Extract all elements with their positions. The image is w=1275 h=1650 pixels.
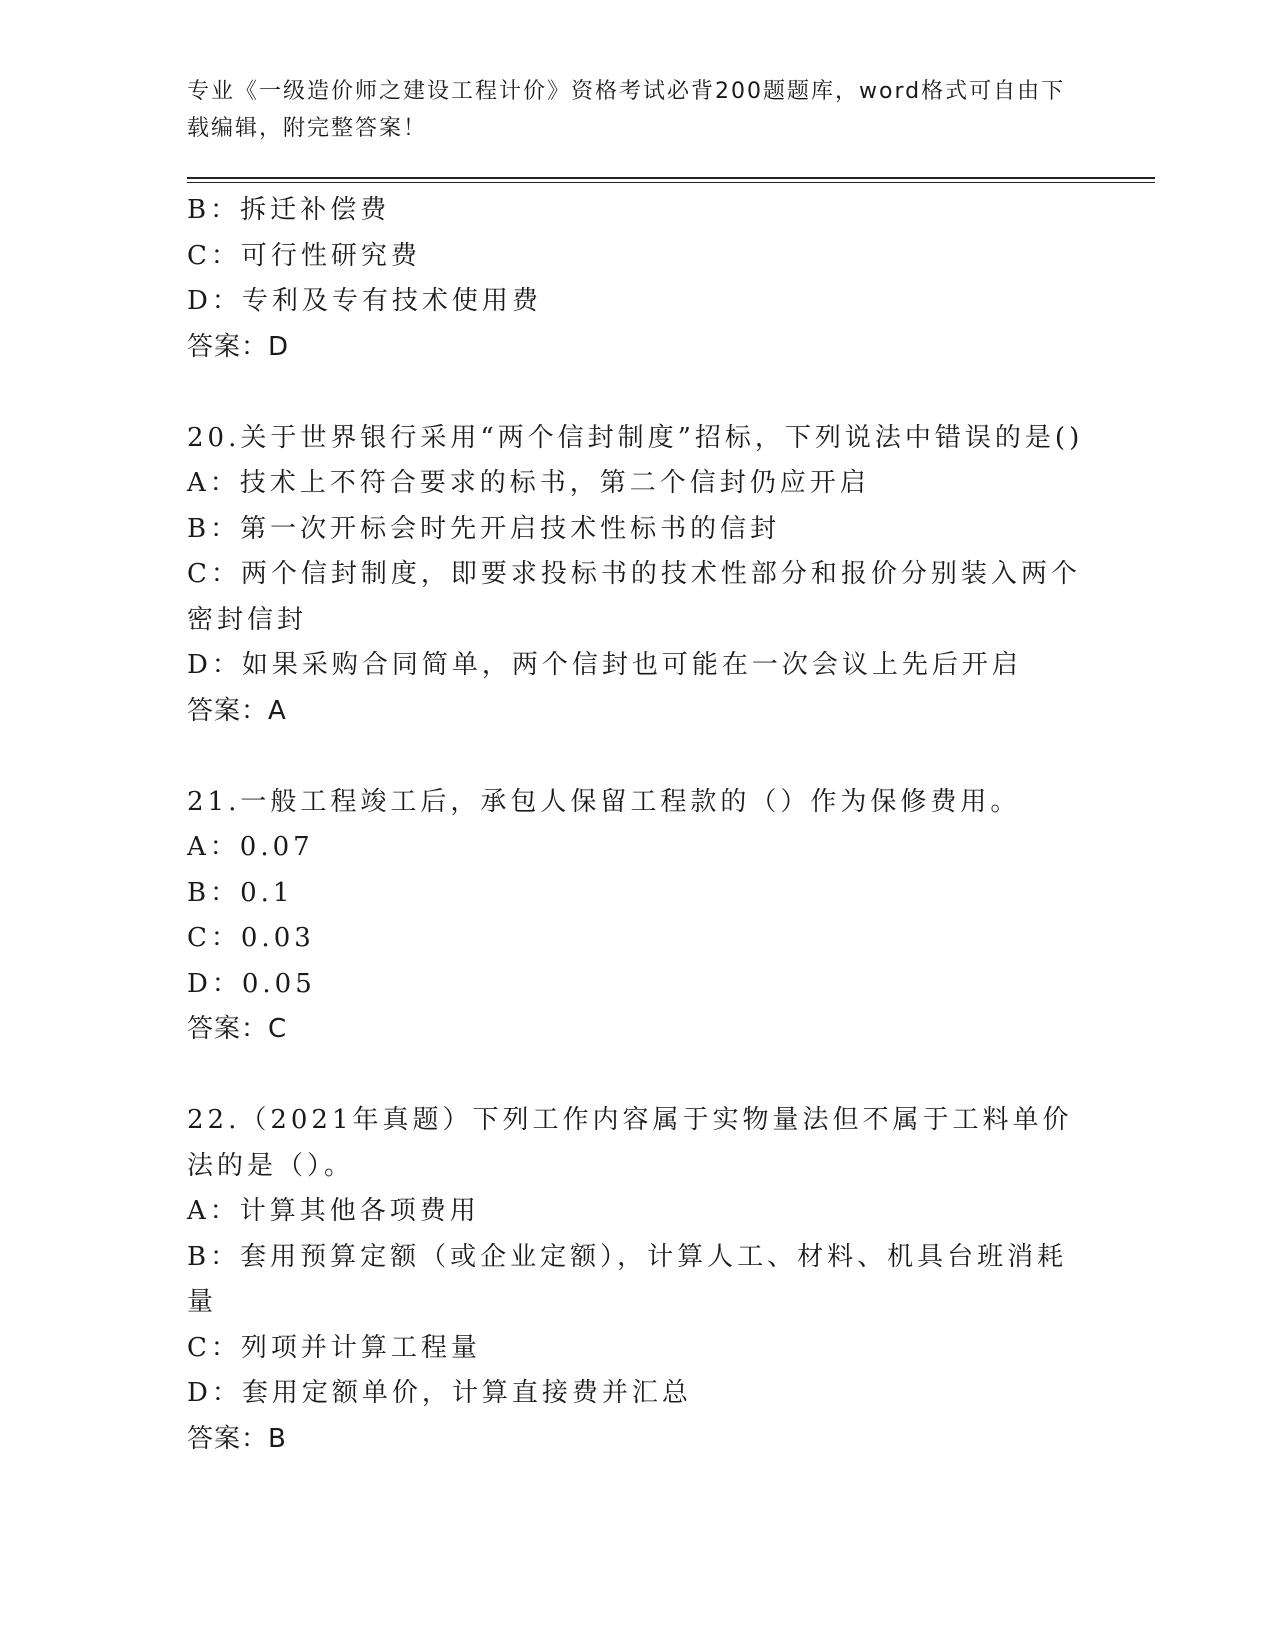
option-d: D：专利及专有技术使用费: [187, 286, 542, 316]
option-c: C：列项并计算工程量: [187, 1332, 481, 1363]
answer-line: 答案：D: [187, 331, 290, 362]
option-a: A：计算其他各项费用: [187, 1196, 480, 1226]
answer-line: 答案：A: [187, 695, 287, 726]
option-b: B：0.1: [187, 877, 294, 908]
spacer: [187, 734, 1087, 780]
question-stem: 20.关于世界银行采用“两个信封制度”招标，下列说法中错误的是(): [187, 422, 1084, 453]
option-a: A：技术上不符合要求的标书，第二个信封仍应开启: [187, 468, 870, 498]
option-c: C：0.03: [187, 923, 315, 953]
option-a: A：0.07: [187, 832, 314, 862]
option-d: D：套用定额单价，计算直接费并汇总: [187, 1378, 692, 1408]
header-divider: [187, 177, 1155, 179]
option-c: C：两个信封制度，即要求投标书的技术性部分和报价分别装入两个密封信封: [187, 559, 1081, 635]
question-21: [187, 780, 1087, 1053]
previous-question-tail: [187, 188, 1087, 370]
question-stem: 21.一般工程竣工后，承包人保留工程款的（）作为保修费用。: [187, 786, 1021, 817]
option-b: B：第一次开标会时先开启技术性标书的信封: [187, 513, 781, 544]
option-d: D：如果采购合同简单，两个信封也可能在一次会议上先后开启: [187, 650, 1022, 680]
option-b: B：拆迁补偿费: [187, 195, 391, 225]
header-divider-thin: [187, 182, 1155, 183]
spacer: [187, 370, 1087, 416]
question-22: [187, 1098, 1087, 1462]
question-stem: 22.（2021年真题）下列工作内容属于实物量法但不属于工料单价法的是（）。: [187, 1105, 1073, 1181]
answer-line: 答案：C: [187, 1014, 288, 1044]
answer-line: 答案：B: [187, 1423, 287, 1454]
option-c: C：可行性研究费: [187, 240, 421, 271]
spacer: [187, 1053, 1087, 1099]
option-d: D：0.05: [187, 968, 316, 999]
option-b: B：套用预算定额（或企业定额），计算人工、材料、机具台班消耗量: [187, 1241, 1068, 1317]
question-20: [187, 416, 1087, 735]
document-body: [187, 188, 1087, 1462]
document-header: 专业《一级造价师之建设工程计价》资格考试必背200题题库，word格式可自由下载编辑，附完整答案！: [187, 79, 1066, 141]
